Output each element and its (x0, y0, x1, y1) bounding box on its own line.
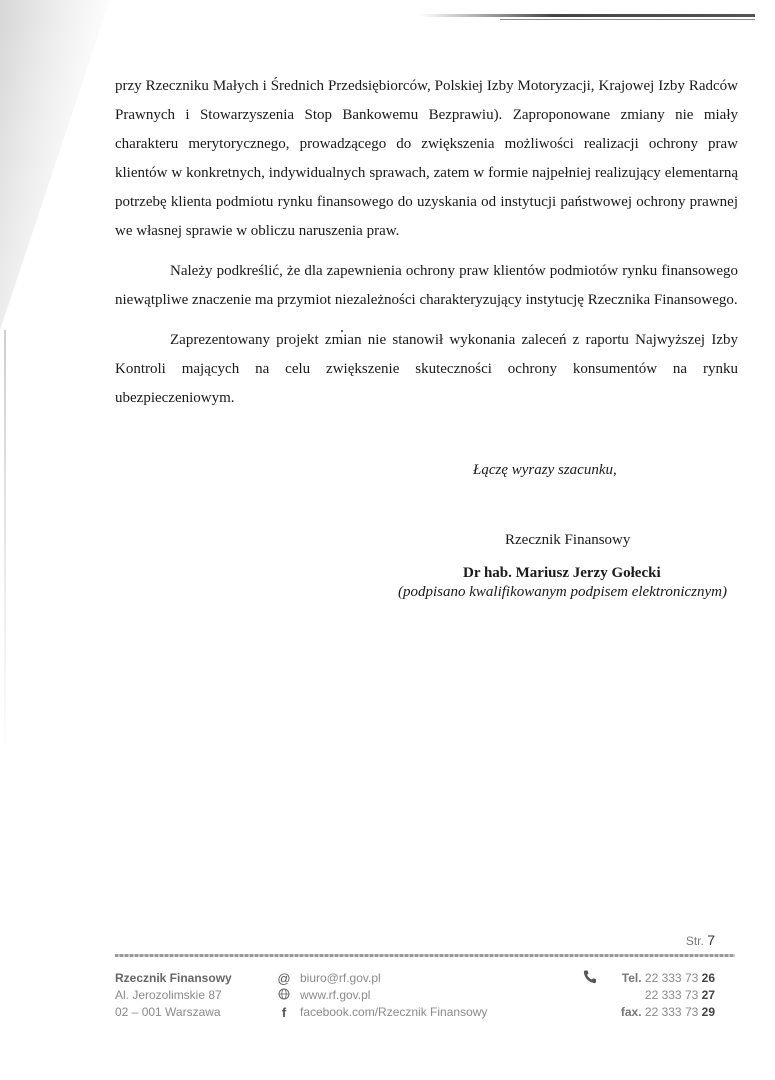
footer-divider (115, 954, 735, 957)
footer-tel-row (621, 970, 715, 987)
letter-body (115, 72, 738, 424)
tel1-prefix: 22 333 73 (644, 971, 699, 985)
footer-tel2-row (621, 987, 715, 1004)
globe-icon (277, 987, 291, 1004)
fax-suffix: 29 (701, 1005, 715, 1019)
tel1-suffix: 26 (701, 971, 715, 985)
scan-edge-top-thin (500, 19, 755, 20)
footer-facebook-row (277, 1004, 487, 1021)
footer-email-row (277, 970, 487, 987)
scan-speck (341, 330, 343, 332)
phone-icon (582, 969, 598, 985)
footer-facebook[interactable]: facebook.com/Rzecznik Finansowy (300, 1005, 488, 1019)
page-number-value: 7 (707, 932, 715, 948)
tel-label: Tel. (621, 971, 642, 985)
footer-email[interactable]: biuro@rf.gov.pl (300, 971, 381, 985)
footer-address (115, 970, 232, 1021)
signatory-name: Dr hab. Mariusz Jerzy Gołecki (463, 565, 661, 581)
tel2-prefix: 22 333 73 (644, 988, 699, 1002)
footer-org-name: Rzecznik Finansowy (115, 971, 232, 985)
at-icon: @ (277, 971, 291, 986)
fax-prefix: 22 333 73 (644, 1005, 699, 1019)
facebook-icon: f (281, 1005, 287, 1020)
page-label: Str. (685, 934, 704, 948)
signature-note: (podpisano kwalifikowanym podpisem elektronicznym) (398, 584, 727, 600)
scan-edge-top (420, 14, 755, 17)
scan-shadow-left (0, 0, 110, 330)
signatory-title: Rzecznik Finansowy (505, 532, 631, 548)
footer-phones (621, 970, 715, 1021)
fax-label: fax. (620, 1005, 642, 1019)
page-number (686, 932, 715, 948)
footer-contact (277, 970, 487, 1021)
footer-website[interactable]: www.rf.gov.pl (300, 988, 371, 1002)
closing-phrase: Łączę wyrazy szacunku, (473, 462, 617, 478)
paragraph-independence: Należy podkreślić, że dla zapewnienia ochrony praw klientów podmiotów rynku finansowego niewątpliwe znaczenie ma przymiot niezależności charakteryzujący instytucję Rzecznika Finansowego. (115, 263, 738, 308)
footer-address-line1: Al. Jerozolimskie 87 (115, 988, 222, 1002)
footer-fax-row (621, 1004, 715, 1021)
footer-address-line2: 02 – 001 Warszawa (115, 1005, 221, 1019)
footer-website-row (277, 987, 487, 1004)
scan-edge-line (4, 330, 6, 760)
paragraph-continued: przy Rzeczniku Małych i Średnich Przedsiębiorców, Polskiej Izby Motoryzacji, Krajowej Izby Radców Prawnych i Stowarzyszenia Stop Bankowemu Bezprawiu). Zaproponowane zmiany nie miały charakteru merytorycznego, prowadzącego do zwiększenia możliwości realizacji ochrony praw klientów w konkretnych, indywidualnych sprawach, zatem w formie najpełniej realizujący elementarną potrzebę klienta podmiotu rynku finansowego do uzyskania od instytucji państwowej ochrony prawnej we własnej sprawie w obliczu naruszenia praw. (115, 78, 738, 239)
paragraph-nik-report: Zaprezentowany projekt zmian nie stanowił wykonania zaleceń z raportu Najwyższej Izby Kontroli mających na celu zwiększenie skuteczności ochrony konsumentów na rynku ubezpieczeniowym. (115, 332, 738, 406)
tel2-suffix: 27 (701, 988, 715, 1002)
